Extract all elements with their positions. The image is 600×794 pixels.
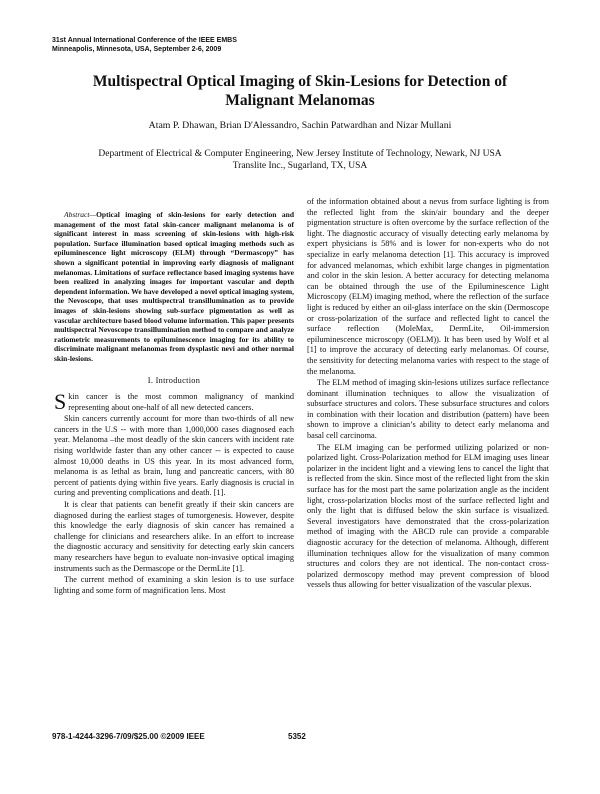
drop-cap: S (54, 389, 67, 415)
author-list: Atam P. Dhawan, Brian D'Alessandro, Sachin Patwardhan and Nizar Mullani (148, 120, 452, 131)
intro-paragraph-2: Skin cancers currently account for more than two-thirds of all new cancers in the U.S -- with more than 1,000,000 cases diagnosed each year. Melanoma –the most deadly of the skin cancers with incident rate rising worldwide faster than any other cancer -- is expected to cause almost 10,000 deaths in US this year. In its most advanced form, melanoma is as lethal as brain, lung and pancreatic cancers, with 80 percent of patients dying within five years. Early diagnosis is crucial in curing and preventing complications and death. [1]. (54, 414, 294, 498)
affiliation (40, 148, 560, 172)
page-number: 5352 (288, 732, 306, 741)
intro-paragraph-1-text: kin cancer is the most common malignancy of mankind representing about one-half of all new detected cancers. (68, 392, 294, 412)
left-column (54, 210, 294, 597)
right-paragraph-1: of the information obtained about a nevus from surface lighting is from the reflected light from the skin/air boundary and the deeper pigmentation structure is often overcome by the surface reflection of the light. The diagnostic accuracy of visually detecting early melanoma by expert physicians is 58% and is lower for non-experts who do not specialize in early melanoma detection [1]. This accuracy is improved for advanced melanomas, which exhibit large changes in pigmentation and color in the skin lesion. A better accuracy for detecting melanoma can be obtained through the use of the Epiluminescence Light Microscopy (ELM) imaging method, where the reflection of the surface light is reduced by either an oil-glass interface on the skin (Dermoscope or cross-polarization of the surface and reflected light to cancel the surface reflection (MoleMax, DermLite, Oil-immersion epiluminescence microscopy (OELM)). It has been used by Wolf et al [1] to improve the accuracy of detecting early melanomas. Of course, the sensitivity for detecting melanoma varies with respect to the stage of the melanoma. (307, 197, 549, 376)
intro-paragraph-4: The current method of examining a skin lesion is to use surface lighting and some form of magnification lens. Most (54, 575, 294, 595)
intro-paragraph-3: It is clear that patients can benefit greatly if their skin cancers are diagnosed during the earliest stages of tumorgenesis. However, despite this knowledge the early diagnosis of skin cancer has remained a challenge for clinicians and researchers alike. In an effort to increase the diagnostic accuracy and sensitivity for detecting early skin cancers many researchers have begun to evaluate non-invasive optical imaging instruments such as the Dermascope or the DermLite [1]. (54, 500, 294, 573)
intro-paragraph-1 (54, 389, 294, 415)
conference-line-2: Minneapolis, Minnesota, USA, September 2-6, 2009 (52, 46, 222, 53)
footer-isbn: 978-1-4244-3296-7/09/$25.00 ©2009 IEEE (52, 732, 205, 741)
abstract-label: Abstract (64, 210, 90, 219)
abstract-text: Optical imaging of skin-lesions for early detection and management of the most fatal skin-cancer malignant melanoma is of significant interest in mass screening of skin-lesions with high-risk population. Surface illumination based optical imaging methods such as epiluminescence light microscopy (ELM) through “Dermascopy” has shown a significant potential in improving early diagnosis of malignant melanomas. Limitations of surface reflectance based imaging systems have been realized in analyzing images for important vascular and depth dependent information. We have developed a novel optical imaging system, the Nevoscope, that uses multispectral transillumination as to provide images of skin-lesions showing sub-surface pigmentation as well as vascular architecture based blood volume information. This paper presents multispectral Nevoscope transillumination method to compare and analyze ratiometric measurements to epiluminescence imaging for its ability to discriminate malignant melanomas from dysplastic nevi and other normal skin-lesions. (54, 210, 294, 363)
right-paragraph-2: The ELM method of imaging skin-lesions utilizes surface reflectance dominant illumination techniques to allow the visualization of subsurface structures and colors. These subsurface structures and colors in combination with their location and distribution (pattern) have been shown to improve a clinician’s ability to detect early melanoma and basal cell carcinoma. (307, 378, 549, 441)
conference-header (52, 36, 237, 54)
right-column (307, 197, 549, 592)
conference-line-1: 31st Annual International Conference of the IEEE EMBS (52, 37, 237, 44)
affiliation-line-2: Translite Inc., Sugarland, TX, USA (232, 161, 368, 171)
abstract: Abstract—Optical imaging of skin-lesions for early detection and management of the most fatal skin-cancer malignant melanoma is of significant interest in mass screening of skin-lesions with high-risk population. Surface illumination based optical imaging methods such as epiluminescence light microscopy (ELM) through “Dermascopy” has shown a significant potential in improving early diagnosis of malignant melanomas. Limitations of surface reflectance based imaging systems have been realized in analyzing images for important vascular and depth dependent information. We have developed a novel optical imaging system, the Nevoscope, that uses multispectral transillumination as to provide images of skin-lesions showing sub-surface pigmentation as well as vascular architecture based blood volume information. This paper presents multispectral Nevoscope transillumination method to compare and analyze ratiometric measurements to epiluminescence imaging for its ability to discriminate malignant melanomas from dysplastic nevi and other normal skin-lesions. (54, 210, 294, 363)
affiliation-line-1: Department of Electrical & Computer Engineering, New Jersey Institute of Technology, Newark, NJ USA (98, 149, 502, 159)
paper-title: Multispectral Optical Imaging of Skin-Lesions for Detection of Malignant Melanomas (92, 73, 508, 109)
section-heading-introduction: I. Introduction (147, 375, 201, 385)
right-paragraph-3: The ELM imaging can be performed utilizing polarized or non-polarized light. Cross-Polarization method for ELM imaging uses linear polarizer in the incident light and a viewing lens to cancel the light that is reflected from the skin. Since most of the reflected light from the skin surface has for the most part the same polarization angle as the incident light, cross-polarization blocks most of the surface reflected light and only the light that is diffused below the skin surface is visualized. Several investigators have demonstrated that the cross-polarization method of imaging with the ABCD rule can provide a comparable diagnostic accuracy for the detection of melanoma. Although, different illumination techniques allow for the visualization of many common structures and colors they are not identical. The non-contact cross-polarized dermoscopy method may prevent compression of blood vessels thus allowing for better visualization of the vascular plexus. (307, 442, 549, 590)
